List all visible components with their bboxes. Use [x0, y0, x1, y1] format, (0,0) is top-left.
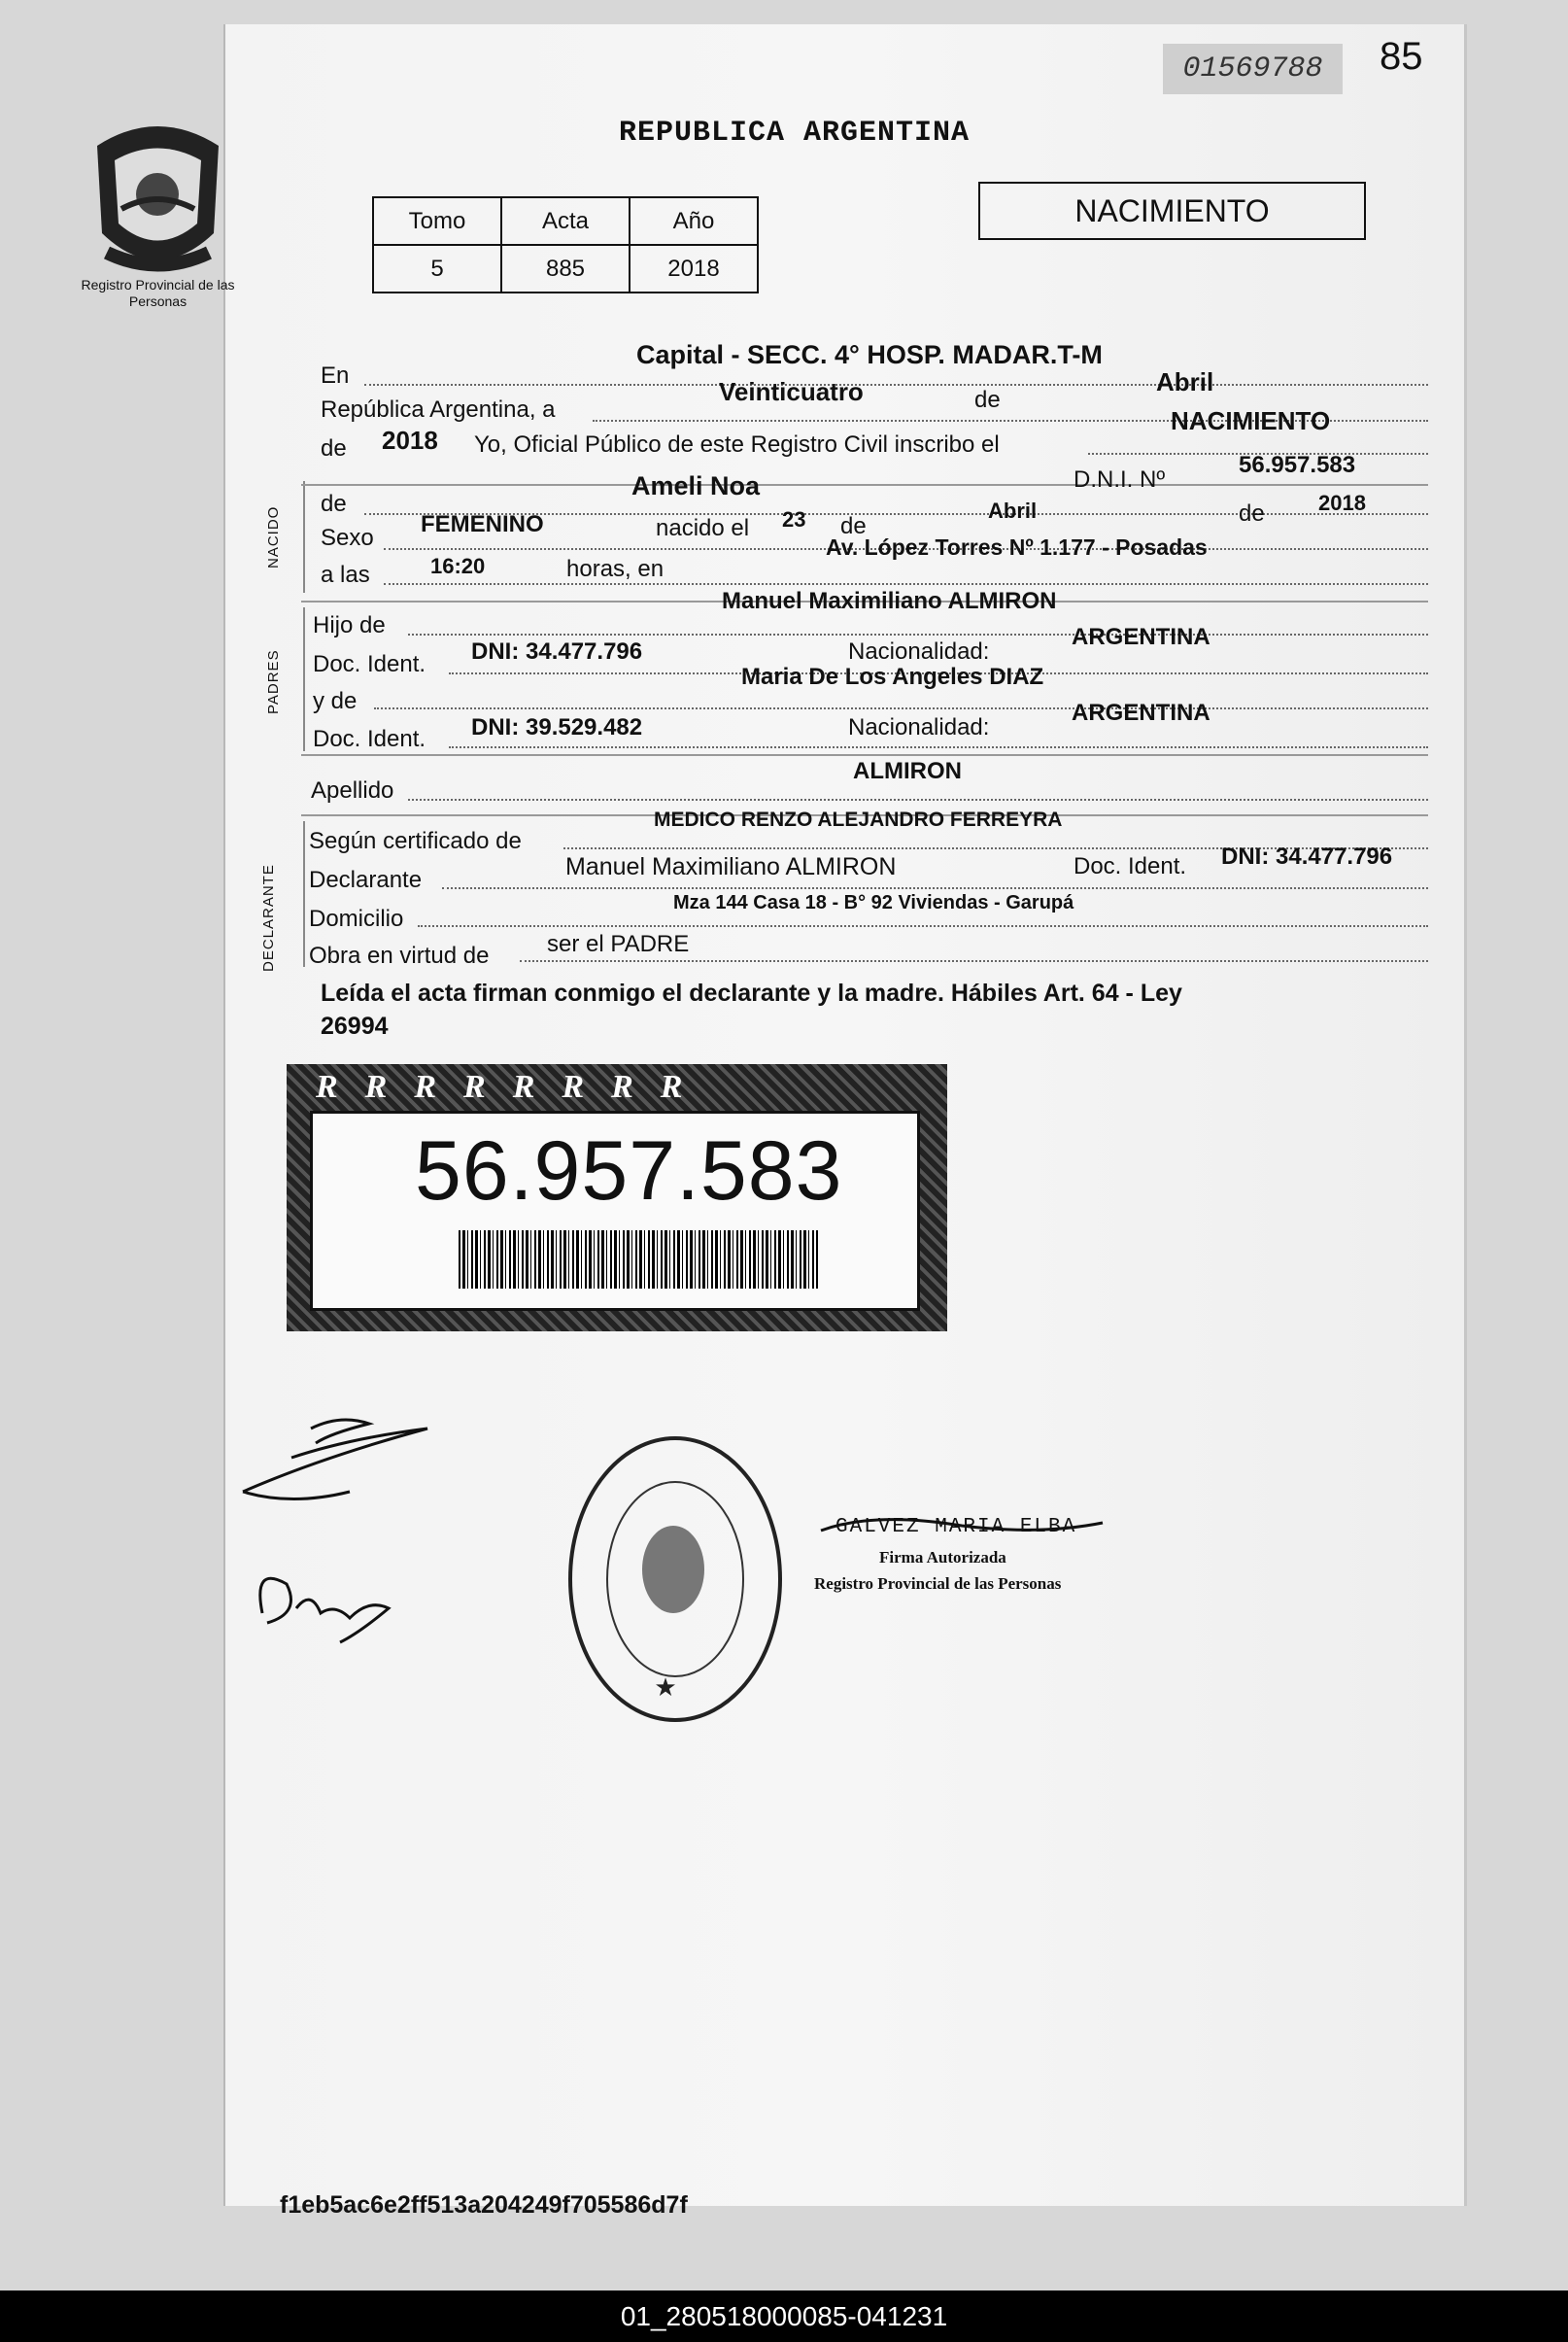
apellido-value: ALMIRON: [853, 758, 962, 784]
registry-value-acta: 885: [501, 245, 630, 293]
dni-sticker: [287, 1064, 947, 1331]
registry-header-tomo: Tomo: [373, 197, 501, 245]
dni-label: D.N.I. Nº: [1074, 466, 1166, 493]
hijo-de-label: Hijo de: [313, 612, 386, 638]
registry-value-tomo: 5: [373, 245, 501, 293]
dni-value: 56.957.583: [1239, 452, 1356, 478]
official-name: GALVEZ MARIA ELBA: [835, 1516, 1077, 1538]
barcode: [459, 1230, 818, 1289]
obra-value: ser el PADRE: [547, 931, 690, 957]
dotted-line: [520, 960, 1428, 962]
segun-value: MEDICO RENZO ALEJANDRO FERREYRA: [654, 809, 1063, 831]
mother-nat-label: Nacionalidad:: [848, 714, 990, 740]
registry-header-acta: Acta: [501, 197, 630, 245]
page-number: 85: [1380, 35, 1423, 78]
de-label-3: de: [1239, 500, 1265, 527]
registry-value-ano: 2018: [630, 245, 758, 293]
mother-nat-value: ARGENTINA: [1072, 700, 1210, 726]
dotted-line: [408, 634, 1428, 636]
dotted-line: [449, 746, 1428, 748]
segun-label: Según certificado de: [309, 828, 522, 854]
serial-number: 01569788: [1163, 44, 1343, 94]
section-divider: [303, 481, 305, 593]
mother-name-value: Maria De Los Angeles DIAZ: [741, 664, 1044, 690]
nacido-el-label: nacido el: [656, 515, 750, 541]
sexo-value: FEMENINO: [421, 511, 544, 537]
child-name-value: Ameli Noa: [631, 471, 761, 500]
mother-signature-icon: [243, 1545, 418, 1652]
father-nat-value: ARGENTINA: [1072, 624, 1210, 650]
dotted-line: [408, 799, 1428, 801]
seal-caption: Registro Provincial de las Personas: [81, 277, 235, 309]
section-divider: [303, 821, 305, 967]
dotted-line: [384, 583, 1428, 585]
dotted-line: [364, 384, 1428, 386]
sticker-label: [310, 1111, 920, 1311]
dotted-line: [418, 925, 1428, 927]
time-value: 16:20: [430, 554, 486, 578]
birth-month-value: Abril: [988, 499, 1038, 523]
section-divider: [303, 607, 305, 751]
declarante-doc-value: DNI: 34.477.796: [1221, 844, 1393, 870]
legal-note-line2: 26994: [321, 1013, 389, 1040]
declarante-doc-label: Doc. Ident.: [1074, 853, 1187, 879]
father-doc-label: Doc. Ident.: [313, 651, 426, 677]
province-seal-icon: [78, 117, 238, 282]
obra-label: Obra en virtud de: [309, 943, 490, 969]
section-rule: [301, 754, 1428, 756]
declarante-value: Manuel Maximiliano ALMIRON: [565, 853, 897, 880]
file-id-footer: 01_280518000085-041231: [0, 2290, 1568, 2342]
republica-label: República Argentina, a: [321, 396, 556, 423]
sticker-number: 56.957.583: [415, 1124, 843, 1218]
de2-label: de: [321, 435, 347, 462]
y-de-label: y de: [313, 688, 358, 714]
a-las-label: a las: [321, 562, 370, 588]
registry-table: [372, 196, 759, 293]
sticker-pattern: RRRRRRRR: [316, 1069, 710, 1105]
sexo-label: Sexo: [321, 525, 374, 551]
registry-header-ano: Año: [630, 197, 758, 245]
de-label-2: de: [840, 513, 867, 539]
day-value: Veinticuatro: [719, 377, 864, 406]
declarante-label: Declarante: [309, 867, 423, 893]
birth-place-value: Av. López Torres Nº 1.177 - Posadas: [826, 534, 1208, 560]
month-value: Abril: [1156, 367, 1214, 396]
father-doc-value: DNI: 34.477.796: [471, 638, 643, 665]
record-type-box: NACIMIENTO: [978, 182, 1366, 240]
yo-text: Yo, Oficial Público de este Registro Civil inscribo el: [474, 431, 1000, 458]
section-rule: [301, 484, 1428, 486]
mother-doc-value: DNI: 39.529.482: [471, 714, 643, 740]
document-title: REPUBLICA ARGENTINA: [619, 117, 971, 150]
legal-note-line1: Leída el acta firman conmigo el declarante y la madre. Hábiles Art. 64 - Ley: [321, 980, 1182, 1007]
birth-day-value: 23: [782, 507, 806, 532]
inscribo-value: NACIMIENTO: [1171, 406, 1331, 435]
svg-text:★: ★: [654, 1672, 677, 1702]
apellido-label: Apellido: [311, 777, 394, 804]
declarant-signature-icon: [233, 1399, 457, 1516]
nacido-de-label: de: [321, 491, 347, 517]
en-label: En: [321, 362, 350, 389]
legal-note: [321, 977, 1182, 1043]
official-office: Registro Provincial de las Personas: [814, 1574, 1062, 1593]
domicilio-label: Domicilio: [309, 906, 404, 932]
father-name-value: Manuel Maximiliano ALMIRON: [722, 588, 1057, 614]
registry-stamp-icon: [559, 1424, 792, 1735]
dotted-line: [442, 887, 1428, 889]
birth-year-value: 2018: [1318, 491, 1366, 515]
dotted-line: [374, 707, 1428, 709]
nacido-section-label: NACIDO: [265, 505, 282, 568]
horas-label: horas, en: [566, 556, 665, 582]
mother-doc-label: Doc. Ident.: [313, 726, 426, 752]
official-role: Firma Autorizada: [879, 1548, 1006, 1567]
year-value: 2018: [382, 426, 438, 455]
de-label: de: [974, 387, 1001, 413]
place-value: Capital - SECC. 4° HOSP. MADAR.T-M: [636, 340, 1103, 369]
domicilio-value: Mza 144 Casa 18 - B° 92 Viviendas - Garupá: [673, 892, 1074, 913]
padres-section-label: PADRES: [265, 649, 282, 714]
document-hash: f1eb5ac6e2ff513a204249f705586d7f: [280, 2191, 688, 2219]
declarante-section-label: DECLARANTE: [260, 864, 277, 972]
father-nat-label: Nacionalidad:: [848, 638, 990, 665]
province-seal: [78, 117, 238, 321]
